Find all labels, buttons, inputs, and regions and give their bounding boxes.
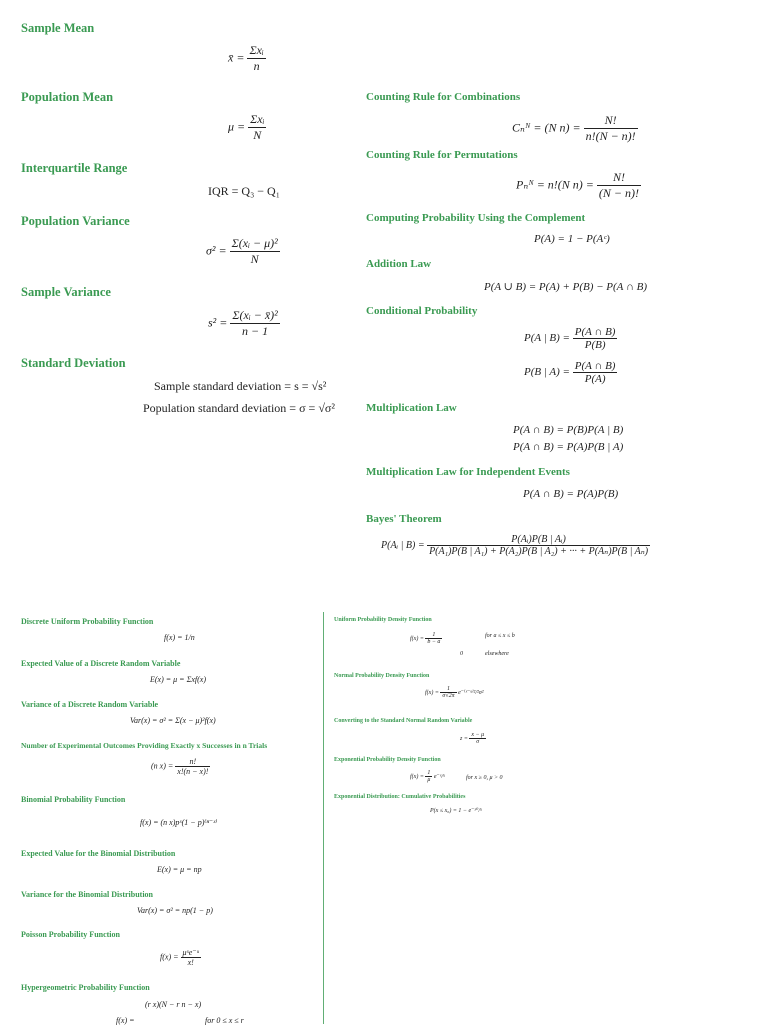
heading-experimental-outcomes: Number of Experimental Outcomes Providing Exactly x Successes in n Trials [21,741,268,750]
formula-complement: P(A) = 1 − P(Aᶜ) [534,233,610,245]
heading-variance-discrete: Variance of a Discrete Random Variable [21,700,159,709]
heading-population-mean: Population Mean [21,90,114,104]
heading-multiplication-law: Multiplication Law [366,402,457,414]
uniform-density-cond1: for a ≤ x ≤ b [485,633,515,639]
formula-bayes: P(Aᵢ | B) = $\frac{\text{P(Aᵢ)P(B | Aᵢ)}}{\text{P(A₁)P(B | A₁) + P(A₂)P(B | A₂) + ··· + P(Aₙ)P(B | Aₙ)}}$ [381,534,649,557]
heading-expected-value: Expected Value of a Discrete Random Variable [21,659,181,668]
heading-hypergeometric: Hypergeometric Probability Function [21,983,150,992]
heading-exponential-density: Exponential Probability Density Function [334,757,441,763]
heading-binomial: Binomial Probability Function [21,795,126,804]
formula-combinations: Cₙᴺ = (N n) = $\frac{N!}{n!(N - n)!}$ [512,113,636,143]
formula-normal-density: f(x) = $\frac{1}{\sigma√2\pi}$ e⁻⁽ˣ⁻ᵘ⁾²/²σ² [425,686,484,699]
uniform-density-cond2: elsewhere [485,651,509,657]
heading-exponential-cumulative: Exponential Distribution: Cumulative Probabilities [334,794,466,800]
heading-complement: Computing Probability Using the Complement [366,212,586,224]
heading-iqr: Interquartile Range [21,161,128,175]
heading-sample-variance: Sample Variance [21,285,111,299]
formula-sample-std: Sample standard deviation = s = √s² [154,379,327,393]
formula-conditional-ab: P(A | B) = $\frac{P(A \cap B)}{P(B)}$ [524,326,616,351]
formula-iqr: IQR = Q₃ − Q₁ [208,184,280,198]
formula-sample-mean: x̄ = $\frac{\text{Σxᵢ}}{n}$ [228,43,264,73]
exponential-density-cond: for x ≥ 0, μ > 0 [466,775,503,781]
heading-sample-mean: Sample Mean [21,21,95,35]
formula-discrete-uniform: f(x) = 1/n [164,633,195,642]
heading-population-variance: Population Variance [21,214,130,228]
formula-variance-discrete: Var(x) = σ² = Σ(x − μ)²f(x) [130,716,216,725]
formula-uniform-density: f(x) = $\frac{1}{b - a}$ [410,632,441,645]
formula-hypergeometric-lhs: f(x) = [116,1016,135,1025]
formula-independent-events: P(A ∩ B) = P(A)P(B) [523,488,619,500]
heading-binomial-variance: Variance for the Binomial Distribution [21,890,154,899]
formula-multiplication-2: P(A ∩ B) = P(A)P(B | A) [513,441,624,453]
uniform-density-zero: 0 [460,651,463,657]
formula-standard-normal: z = $\frac{x - \mu}{\sigma}$ [460,732,485,745]
heading-standard-deviation: Standard Deviation [21,356,126,370]
heading-permutations: Counting Rule for Permutations [366,149,518,161]
formula-conditional-ba: P(B | A) = $\frac{P(A \cap B)}{P(A)}$ [524,360,616,385]
heading-normal-density: Normal Probability Density Function [334,673,430,679]
formula-exponential-density: f(x) = $\frac{1}{\mu}$ e⁻ˣ/ᵘ [410,770,445,783]
formula-hypergeometric-cond: for 0 ≤ x ≤ r [205,1016,244,1025]
formula-population-variance: σ² = $\frac{\text{Σ(xᵢ − μ)²}}{N}$ [206,236,278,266]
column-divider [323,612,324,1024]
formula-sample-variance: s² = $\frac{\text{Σ(xᵢ − x̄)²}}{n - 1}$ [208,308,278,338]
formula-population-mean: μ = $\frac{\text{Σxᵢ}}{N}$ [228,112,265,142]
heading-uniform-density: Uniform Probability Density Function [334,617,432,623]
heading-poisson: Poisson Probability Function [21,930,120,939]
formula-binomial-ev: E(x) = μ = np [157,865,202,874]
formula-binomial-variance: Var(x) = σ² = np(1 − p) [137,906,213,915]
heading-discrete-uniform: Discrete Uniform Probability Function [21,617,154,626]
heading-conditional: Conditional Probability [366,305,478,317]
heading-independent-events: Multiplication Law for Independent Events [366,466,570,478]
formula-exponential-cumulative: P(x ≤ x₀) = 1 − e⁻ˣ⁰/ᵘ [430,808,482,814]
formula-expected-value: E(x) = μ = Σxf(x) [150,675,206,684]
heading-bayes: Bayes' Theorem [366,513,442,525]
formula-permutations: Pₙᴺ = n!(N n) = $\frac{N!}{(N - n)!}$ [516,170,639,200]
formula-addition-law: P(A ∪ B) = P(A) + P(B) − P(A ∩ B) [484,281,648,293]
formula-population-std: Population standard deviation = σ = √σ² [143,401,335,415]
heading-binomial-ev: Expected Value for the Binomial Distribution [21,849,176,858]
formula-binomial: f(x) = (n x)pˣ(1 − p)⁽ⁿ⁻ˣ⁾ [140,818,218,827]
heading-addition-law: Addition Law [366,258,432,270]
heading-standard-normal: Converting to the Standard Normal Random Variable [334,718,473,724]
formula-poisson: f(x) = $\frac{\text{μˣe⁻ᵘ}}{x!}$ [160,948,199,967]
heading-combinations: Counting Rule for Combinations [366,91,521,103]
formula-multiplication-1: P(A ∩ B) = P(B)P(A | B) [513,424,624,436]
formula-hypergeometric-num: (r x)(N − r n − x) [145,1000,202,1009]
formula-experimental-outcomes: (n x) = $\frac{n!}{x!(n - x)!}$ [151,757,209,776]
